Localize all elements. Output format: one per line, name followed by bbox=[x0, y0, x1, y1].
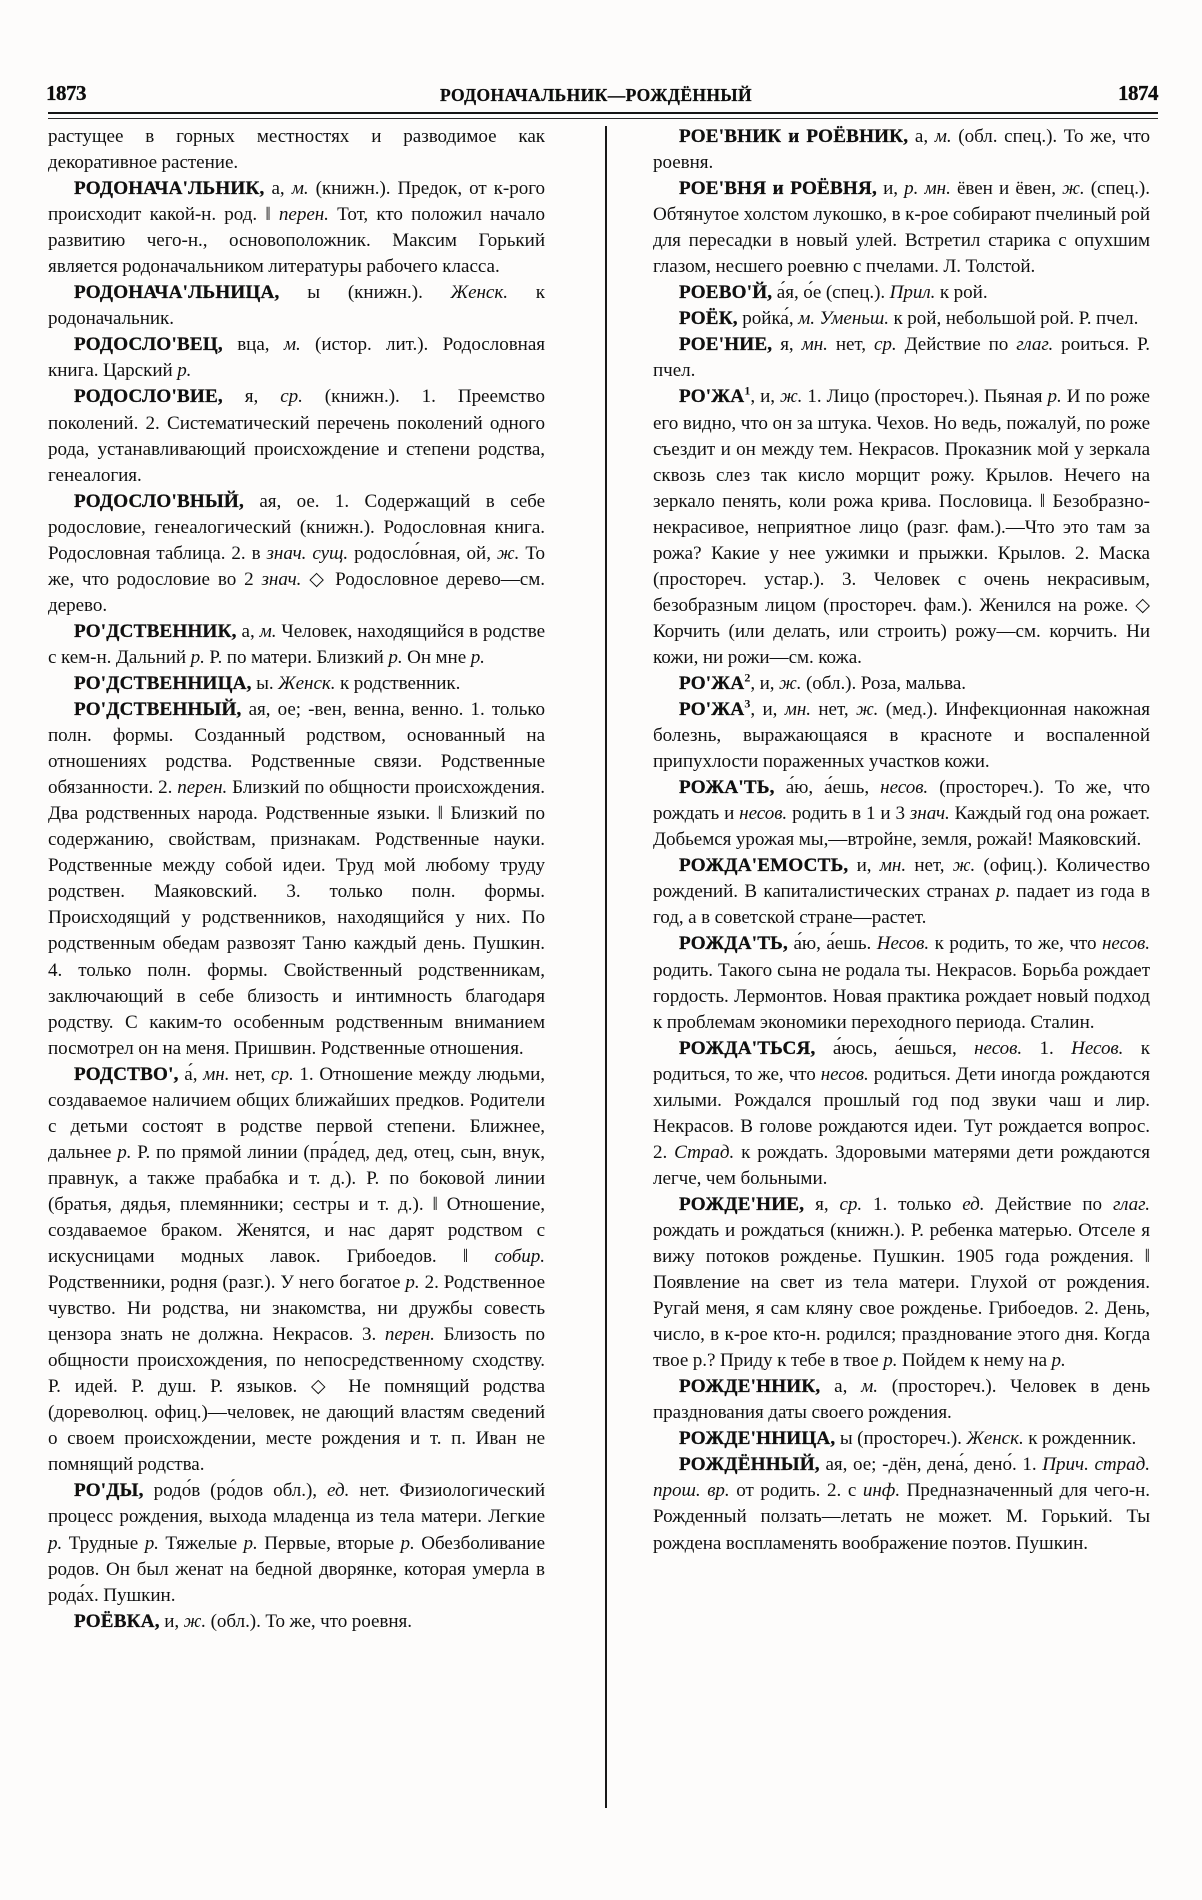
dictionary-entry bbox=[48, 1062, 545, 1479]
entry-body: ая, ое; -дён, дена́, дено́. 1. Прич. страд. прош. вр. от родить. 2. с инф. Предназначенный для чего-н. Рожденный ползать—летать не может. М. Горький. Ты рождена воспламенять воображение поэтов. Пушкин. bbox=[653, 1454, 1150, 1554]
folio-left: 1873 bbox=[46, 81, 86, 105]
dictionary-entry bbox=[653, 671, 1150, 697]
entry-headword: РО'ДСТВЕННИЦА, bbox=[74, 672, 252, 694]
dictionary-entry bbox=[653, 775, 1150, 853]
entry-headword: РОДОНАЧА'ЛЬНИЦА, bbox=[74, 282, 280, 304]
dictionary-entry bbox=[48, 1609, 545, 1635]
running-head bbox=[46, 66, 1158, 106]
entry-body: а́юсь, а́ешься, несов. 1. Несов. к родиться, то же, что несов. родиться. Дети иногда рождаются хилыми. Рождался прошлый год под звуки чаш и лир. Некрасов. В голове рождаются идеи. Тут рождается вопрос. 2. Страд. к рождать. Здоровыми матерями дети рождаются легче, чем больными. bbox=[653, 1037, 1151, 1189]
homograph-number: 3 bbox=[744, 696, 751, 711]
entry-body: а́ю, а́ешь. Несов. к родить, то же, что несов. родить. Такого сына не родала ты. Некрасов. Борьба рождает гордость. Лермонтов. Новая практика рождает новый подход к проблемам экономики переходного периода. Сталин. bbox=[653, 933, 1150, 1033]
entry-body: ройка́, м. Уменьш. к рой, небольшой рой. Р. пчел. bbox=[737, 308, 1139, 330]
entry-headword: РОЖДЕ'ННИК, bbox=[679, 1376, 821, 1398]
left-column bbox=[48, 124, 559, 1824]
entry-body: а́я, о́е (спец.). Прил. к рой. bbox=[772, 282, 988, 304]
entry-headword: РОЖДА'ЕМОСТЬ, bbox=[679, 855, 849, 877]
dictionary-entry bbox=[48, 697, 545, 1062]
entry-headword: РОЖДЕ'НИЕ, bbox=[679, 1193, 805, 1215]
dictionary-entry bbox=[48, 619, 545, 671]
entry-body: ы (простореч.). Женск. к рожденник. bbox=[835, 1428, 1137, 1450]
dictionary-entry bbox=[653, 332, 1150, 384]
dictionary-entry bbox=[48, 384, 545, 488]
entry-headword: РОДОСЛО'ВЕЦ, bbox=[74, 334, 223, 356]
entry-body: ы (книжн.). Женск. к родоначальник. bbox=[48, 282, 545, 330]
dictionary-entry bbox=[48, 332, 545, 384]
entry-body: а́, мн. нет, ср. 1. Отношение между людьми, создаваемое наличием общих ближайших предков. Родители с детьми состоят в родстве первой степени. Ближнее, дальнее р. Р. по прямой линии (пра́дед, дед, отец, сын, внук, правнук, а также прабабка и т. д.). Р. по боковой линии (братья, дядья, племянники; сестры и т. д.). ‖ Отношение, создаваемое браком. Женятся, и нас дарят родством с искусницами модных лавок. Грибоедов. ‖ собир. Родственники, родня (разг.). У него богатое р. 2. Родственное чувство. Ни родства, ни знакомства, ни дружбы совесть цензора знать не должна. Некрасов. 3. перен. Близость по общности происхождения, по непосредственному сходству. Р. идей. Р. душ. Р. языков. ◇ Не помнящий родства (дореволюц. офиц.)—человек, не дающий властям сведений о своем происхождении, месте рождения и т. п. Иван не помнящий родства. bbox=[48, 1063, 546, 1476]
entry-headword: РОДОСЛО'ВНЫЙ, bbox=[74, 490, 244, 512]
entry-body: я, мн. нет, ср. Действие по глаг. роиться. Р. пчел. bbox=[653, 334, 1150, 382]
dictionary-entry bbox=[653, 384, 1150, 671]
entry-body: а, м. (простореч.). Человек в день празднования даты своего рождения. bbox=[653, 1376, 1150, 1424]
dictionary-entry bbox=[653, 176, 1150, 280]
column-container bbox=[48, 124, 1158, 1824]
entry-body: вца, м. (истор. лит.). Родословная книга. Царский р. bbox=[48, 334, 545, 382]
entry-body: растущее в горных местностях и разводимое как декоративное растение. bbox=[48, 126, 545, 174]
entry-headword: РОЖДА'ТЬСЯ, bbox=[679, 1037, 816, 1059]
entry-headword: РОДОСЛО'ВИЕ, bbox=[74, 386, 223, 408]
entry-body: , и, мн. нет, ж. (мед.). Инфекционная накожная болезнь, выражающаяся в красноте и воспаленной припухлости пораженных участков кожи. bbox=[653, 699, 1150, 773]
dictionary-entry bbox=[653, 1192, 1150, 1374]
entry-headword: РОЖДЕ'ННИЦА, bbox=[679, 1428, 836, 1450]
running-title: РОДОНАЧАЛЬНИК—РОЖДЁННЫЙ bbox=[439, 85, 753, 105]
dictionary-entry bbox=[653, 1036, 1150, 1192]
entry-headword: РО'ДСТВЕННИК, bbox=[74, 620, 237, 642]
entry-body: и, ж. (обл.). То же, что роевня. bbox=[159, 1610, 412, 1632]
dictionary-entry bbox=[653, 931, 1150, 1035]
dictionary-entry bbox=[48, 489, 545, 619]
homograph-number: 1 bbox=[744, 384, 751, 399]
entry-body: я, ср. (книжн.). 1. Преемство поколений. 2. Систематический перечень поколений одного рода, устанавливающий происхождение и степени родства, генеалогия. bbox=[48, 386, 545, 486]
dictionary-entry bbox=[653, 697, 1150, 775]
entry-body: ая, ое; -вен, венна, венно. 1. только полн. формы. Созданный родством, основанный на отношениях родства. Родственные связи. Родственные обязанности. 2. перен. Близкий по общности происхождения. Два родственных народа. Родственные языки. ‖ Близкий по содержанию, свойствам, признакам. Родственные науки. Родственные между собой идеи. Труд мой любому труду родствен. Маяковский. 3. только полн. формы. Происходящий у родственников, находящийся у них. По родственным обедам развозят Таню каждый день. Пушкин. 4. только полн. формы. Свойственный родственникам, заключающий в себе близость и интимность благодаря родству. С каким-то особенным родственным вниманием посмотрел он на меня. Пришвин. Родственные отношения. bbox=[48, 699, 546, 1059]
right-column bbox=[653, 124, 1150, 1824]
dictionary-entry bbox=[653, 1374, 1150, 1426]
dictionary-entry bbox=[653, 1426, 1150, 1452]
entry-headword: РО'ЖА bbox=[679, 386, 745, 408]
entry-headword: РО'ДСТВЕННЫЙ, bbox=[74, 699, 242, 721]
entry-body: , и, ж. 1. Лицо (простореч.). Пьяная р. И по роже его видно, что он за штука. Чехов. Но ведь, пожалуй, по роже съездит и он между тем. Некрасов. Проказник мой у зеркала сквозь слез так кисло морщит рожу. Крылов. Нечего на зеркало пенять, коли рожа крива. Пословица. ‖ Безобразно-некрасивое, неприятное лицо (разг. фам.).—Что это там за рожа? Какие у нее ужимки и прыжки. Крылов. 2. Маска (простореч. устар.). 3. Человек с очень некрасивым, безобразным лицом (простореч. фам.). Женился на роже. ◇ Корчить (или делать, или строить) рожу—см. корчить. Ни кожи, ни рожи—см. кожа. bbox=[653, 386, 1150, 668]
header-rule bbox=[48, 112, 1158, 119]
dictionary-entry bbox=[653, 853, 1150, 931]
entry-headword: РОЖА'ТЬ, bbox=[679, 777, 775, 799]
entry-body: родо́в (ро́дов обл.), ед. нет. Физиологический процесс рождения, выхода младенца из тела матери. Легкие р. Трудные р. Тяжелые р. Первые, вторые р. Обезболивание родов. Он был женат на бедной дворянке, которая умерла в рода́х. Пушкин. bbox=[48, 1480, 546, 1606]
entry-headword: РОЕВО'Й, bbox=[679, 282, 773, 304]
entry-headword: РОДОНАЧА'ЛЬНИК, bbox=[74, 178, 265, 200]
entry-headword: РОДСТВО', bbox=[74, 1063, 179, 1085]
entry-headword: РОЁК, bbox=[679, 308, 738, 330]
folio-right: 1874 bbox=[1117, 81, 1158, 105]
entry-headword: РОЕ'НИЕ, bbox=[679, 334, 773, 356]
entry-body: а, м. Человек, находящийся в родстве с кем-н. Дальний р. Р. по матери. Близкий р. Он мне р. bbox=[48, 620, 545, 668]
entry-body: а, м. (книжн.). Предок, от к-рого происходит какой-н. род. ‖ перен. Тот, кто положил начало развитию чего-н., основоположник. Максим Горький является родоначальником литературы рабочего класса. bbox=[48, 178, 545, 278]
dictionary-entry bbox=[48, 176, 545, 280]
entry-headword: РОЖДА'ТЬ, bbox=[679, 933, 788, 955]
entry-headword: РОЕ'ВНИК и РОЁВНИК, bbox=[679, 126, 909, 147]
entry-headword: РОЕ'ВНЯ и РОЁВНЯ, bbox=[679, 178, 877, 200]
dictionary-entry bbox=[653, 1452, 1150, 1556]
entry-headword: РОЖДЁННЫЙ, bbox=[679, 1454, 820, 1476]
entry-headword: РО'ДЫ, bbox=[74, 1480, 144, 1502]
dictionary-entry bbox=[653, 306, 1150, 332]
entry-headword: РО'ЖА bbox=[679, 672, 745, 694]
entry-body: и, мн. нет, ж. (офиц.). Количество рождений. В капиталистических странах р. падает из года в год, а в советской стране—растет. bbox=[653, 855, 1151, 929]
entry-body: а́ю, а́ешь, несов. (простореч.). То же, что рождать и несов. родить в 1 и 3 знач. Каждый год она рожает. Добьемся урожая мы,—втройне, земля, рожай! Маяковский. bbox=[653, 777, 1151, 851]
dictionary-entry bbox=[48, 1478, 545, 1608]
dictionary-entry bbox=[48, 280, 545, 332]
entry-headword: РОЁВКА, bbox=[74, 1610, 160, 1632]
dictionary-entry bbox=[653, 124, 1150, 176]
entry-body: и, р. мн. ёвен и ёвен, ж. (спец.). Обтянутое холстом лукошко, в к-рое собирают пчелиный рой для пересадки в новый улей. Встретил старика с опухшим глазом, несшего роевню с пчелами. Л. Толстой. bbox=[653, 178, 1150, 278]
entry-headword: РО'ЖА bbox=[679, 699, 745, 721]
column-divider bbox=[605, 126, 607, 1808]
entry-body: я, ср. 1. только ед. Действие по глаг. рождать и рождаться (книжн.). Р. ребенка матерью. Отселе я вижу потоков рожденье. Пушкин. 1905 года рождения. ‖ Появление на свет из тела матери. Глухой от рождения. Ругай меня, я сам кляну свое рожденье. Грибоедов. 2. День, число, в к-рое кто-н. родился; празднование этого дня. Когда твое р.? Приду к тебе в твое р. Пойдем к нему на р. bbox=[653, 1193, 1150, 1372]
entry-body: ая, ое. 1. Содержащий в себе родословие, генеалогический (книжн.). Родословная книга. Родословная таблица. 2. в знач. сущ. родосло́вная, ой, ж. То же, что родословие во 2 знач. ◇ Родословное дерево—см. дерево. bbox=[48, 490, 545, 616]
dictionary-entry bbox=[48, 671, 545, 697]
entry-body: , и, ж. (обл.). Роза, мальва. bbox=[750, 672, 966, 694]
homograph-number: 2 bbox=[744, 670, 751, 685]
entry-body: а, м. (обл. спец.). То же, что роевня. bbox=[653, 126, 1150, 174]
entry-body: ы. Женск. к родственник. bbox=[251, 672, 461, 694]
entry-continuation bbox=[48, 124, 545, 176]
dictionary-entry bbox=[653, 280, 1150, 306]
